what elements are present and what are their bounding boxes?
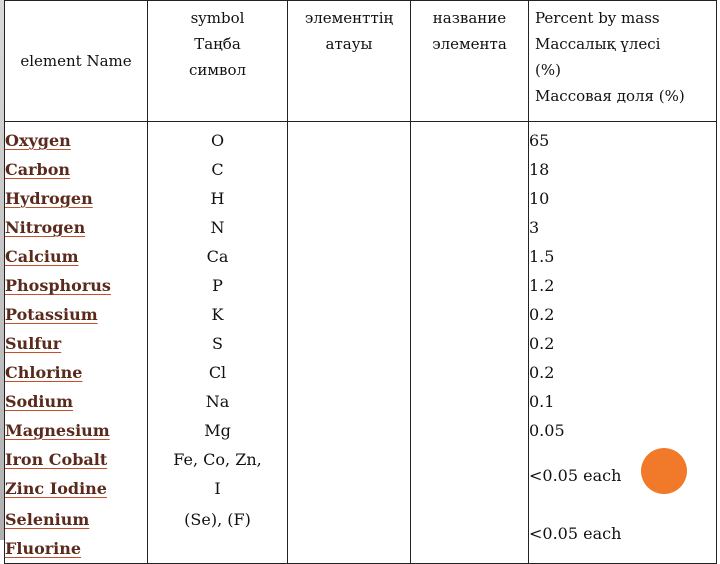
symbol-chlorine: Cl [208, 363, 227, 382]
header-percent-en: Percent by mass [535, 9, 660, 27]
header-symbol-kz: Таңба [194, 35, 241, 53]
element-link-zinc[interactable]: Zinc [5, 479, 45, 498]
header-russian-line-2: элемента [432, 35, 507, 53]
percent-trace-group-1: <0.05 each [529, 466, 622, 485]
header-symbol-en: symbol [190, 9, 245, 27]
percent-nitrogen: 3 [529, 218, 540, 237]
percent-trace-group-2: <0.05 each [529, 524, 622, 543]
trace-symbols-line-1: Fe, Co, Zn, [173, 450, 262, 469]
orange-circle-decoration [641, 448, 687, 494]
element-link-fluorine[interactable]: Fluorine [5, 539, 82, 558]
percent-calcium: 1.5 [529, 247, 555, 266]
symbol-hydrogen: H [210, 189, 225, 208]
element-link-iodine[interactable]: Iodine [49, 479, 107, 498]
symbol-nitrogen: N [210, 218, 225, 237]
percent-magnesium: 0.05 [529, 421, 565, 440]
elements-table [4, 0, 717, 564]
element-link-phosphorus[interactable]: Phosphorus [5, 276, 111, 295]
header-kazakh-line-1: элементтің [304, 9, 394, 27]
header-russian-name [411, 1, 529, 122]
element-link-magnesium[interactable]: Magnesium [5, 421, 110, 440]
element-link-sulfur[interactable]: Sulfur [5, 334, 62, 353]
element-link-sodium[interactable]: Sodium [5, 392, 74, 411]
header-element-name: element Name [5, 1, 148, 122]
symbol-phosphorus: P [212, 276, 223, 295]
trace-names-line-1 [5, 445, 147, 474]
percent-oxygen: 65 [529, 131, 550, 150]
header-percent-unit: (%) [535, 61, 561, 79]
symbols-cell [148, 122, 288, 564]
element-link-selenium[interactable]: Selenium [5, 510, 90, 529]
table-body-row [5, 122, 717, 564]
header-percent-ru: Массовая доля (%) [535, 87, 685, 105]
percent-sodium: 0.1 [529, 392, 555, 411]
header-kazakh-line-2: атауы [325, 35, 373, 53]
element-link-iron[interactable]: Iron [5, 450, 44, 469]
percent-carbon: 18 [529, 160, 550, 179]
percent-chlorine: 0.2 [529, 363, 555, 382]
element-link-chlorine[interactable]: Chlorine [5, 363, 83, 382]
element-link-potassium[interactable]: Potassium [5, 305, 98, 324]
header-percent-kz: Массалық үлесі [535, 35, 661, 53]
header-kazakh-name [288, 1, 411, 122]
percent-cell [529, 122, 717, 564]
header-symbol-ru: символ [188, 61, 247, 79]
header-percent [529, 1, 717, 122]
percent-sulfur: 0.2 [529, 334, 555, 353]
element-link-nitrogen[interactable]: Nitrogen [5, 218, 86, 237]
trace-symbols-line-2: I [214, 479, 221, 498]
symbol-sodium: Na [205, 392, 230, 411]
header-russian-line-1: название [432, 9, 507, 27]
table-header-row [5, 1, 717, 122]
kazakh-name-cell [288, 122, 411, 564]
symbol-magnesium: Mg [204, 421, 231, 440]
percent-potassium: 0.2 [529, 305, 555, 324]
element-names-cell [5, 122, 148, 564]
percent-phosphorus: 1.2 [529, 276, 555, 295]
symbol-calcium: Ca [206, 247, 229, 266]
header-symbol [148, 1, 288, 122]
russian-name-cell [411, 122, 529, 564]
element-link-calcium[interactable]: Calcium [5, 247, 79, 266]
trace-names-line-2 [5, 474, 147, 503]
percent-hydrogen: 10 [529, 189, 550, 208]
element-link-oxygen[interactable]: Oxygen [5, 131, 71, 150]
symbol-oxygen: O [210, 131, 225, 150]
symbol-sulfur: S [212, 334, 223, 353]
element-link-hydrogen[interactable]: Hydrogen [5, 189, 93, 208]
symbol-potassium: K [211, 305, 224, 324]
element-link-carbon[interactable]: Carbon [5, 160, 71, 179]
trace-symbols-group-2: (Se), (F) [184, 510, 251, 529]
element-link-cobalt[interactable]: Cobalt [48, 450, 108, 469]
symbol-carbon: C [211, 160, 224, 179]
